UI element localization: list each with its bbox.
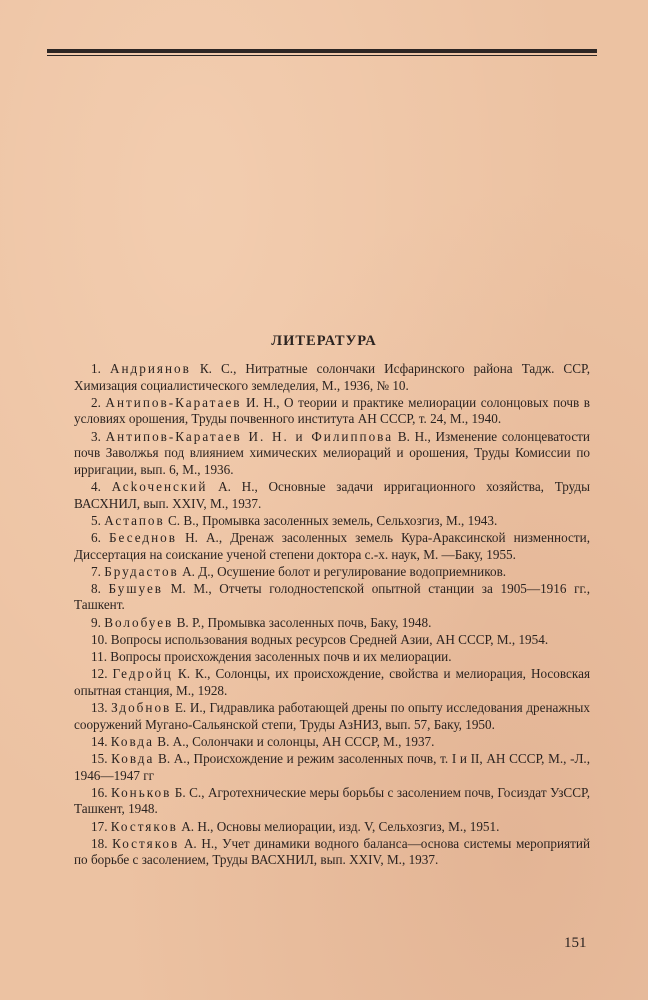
reference-number: 5. xyxy=(91,512,101,528)
reference-entry xyxy=(74,513,590,530)
reference-author: Асkоченский xyxy=(111,478,208,494)
reference-details: В. А., Солончаки и солонцы, АН СССР, М., 1937. xyxy=(153,733,435,749)
reference-entry xyxy=(74,785,590,818)
section-heading: ЛИТЕРАТУРА xyxy=(271,333,377,349)
reference-author: Ковда xyxy=(110,733,154,749)
reference-details: А. Н., Основные задачи ирригационного хозяйства, Труды ВАСХНИЛ, вып. XXIV, М., 1937. xyxy=(74,478,590,511)
reference-author: Здобнов xyxy=(111,700,172,715)
reference-details: М. М., Отчеты голодностепской опытной станции за 1905—1916 гг., Ташкент. xyxy=(74,580,590,613)
reference-entry xyxy=(74,649,590,666)
reference-details: С. В., Промывка засоленных земель, Сельхозгиз, М., 1943. xyxy=(164,512,498,528)
page-number: 151 xyxy=(564,935,587,951)
reference-author: Костяков xyxy=(110,818,178,834)
reference-author: Антипов-Каратаев xyxy=(105,394,242,410)
header-rule-thick xyxy=(47,49,597,53)
reference-details: В. А., Происхождение и режим засоленных почв, т. I и II, АН СССР, М., -Л., 1946—1947 гг xyxy=(74,750,591,783)
reference-author: Бушуев xyxy=(108,580,164,596)
reference-details: К. К., Солонцы, их происхождение, свойства и мелиорация, Носовская опытная станция, М., 1928. xyxy=(74,666,591,698)
reference-author: Астапов xyxy=(104,512,165,528)
reference-entry xyxy=(74,581,590,614)
reference-number: 13. xyxy=(91,700,108,715)
reference-number: 11. xyxy=(91,649,107,665)
reference-author: Брудастов xyxy=(104,563,179,579)
header-rule-thin xyxy=(47,55,597,56)
reference-details: В. Р., Промывка засоленных почв, Баку, 1948. xyxy=(173,614,432,630)
reference-entry xyxy=(74,666,590,699)
reference-details: Б. С., Агротехнические меры борьбы с засолением почв, Госиздат УзССР, Ташкент, 1948. xyxy=(74,784,591,817)
reference-number: 1. xyxy=(91,361,101,376)
reference-number: 14. xyxy=(91,733,108,749)
reference-details: Вопросы использования водных ресурсов Средней Азии, АН СССР, М., 1954. xyxy=(110,631,549,647)
reference-details: И. Н., О теории и практике мелиорации солонцовых почв в условиях орошения, Труды почвенного института АН СССР, т. 24, М., 1940. xyxy=(74,394,590,427)
reference-number: 16. xyxy=(91,784,108,800)
reference-list xyxy=(74,361,590,870)
reference-entry xyxy=(74,361,590,394)
reference-number: 7. xyxy=(91,563,101,579)
reference-author: Ковда xyxy=(111,750,155,766)
reference-entry xyxy=(74,429,590,479)
reference-entry xyxy=(74,395,590,428)
reference-number: 8. xyxy=(91,580,101,596)
reference-author: Волобуев xyxy=(104,614,174,630)
reference-author: Антипов-Каратаев И. Н. и Филиппова xyxy=(105,428,394,444)
reference-number: 6. xyxy=(91,529,101,545)
reference-details: А. Д., Осушение болот и регулирование водоприемников. xyxy=(178,563,507,579)
reference-entry xyxy=(74,836,590,869)
reference-details: К. С., Нитратные солончаки Исфаринского района Тадж. ССР, Химизация социалистического земледелия, М., 1936, № 10. xyxy=(74,361,590,393)
reference-number: 9. xyxy=(91,614,101,630)
reference-number: 17. xyxy=(91,818,108,834)
reference-author: Беседнов xyxy=(108,529,178,545)
reference-author: Гедройц xyxy=(112,666,173,682)
reference-details: Н. А., Дренаж засоленных земель Кура-Араксинской низменности, Диссертация на соискание ученой степени доктора с.-х. наук, М. —Баку, 1955. xyxy=(74,529,590,562)
reference-author: Андриянов xyxy=(109,361,191,376)
reference-entry xyxy=(74,700,590,733)
reference-entry xyxy=(74,479,590,512)
reference-details: А. Н., Учет динамики водного баланса—основа системы мероприятий по борьбе с засолением, Труды ВАСХНИЛ, вып. XXIV, М., 1937. xyxy=(74,835,590,868)
reference-author: Костяков xyxy=(112,835,180,851)
reference-entry xyxy=(74,751,590,784)
reference-details: Е. И., Гидравлика работающей дрены по опыту исследования дренажных сооружений Мугано-Сальянской степи, Труды АзНИЗ, вып. 57, Баку, 1950. xyxy=(74,700,591,732)
reference-entry xyxy=(74,632,590,649)
reference-number: 10. xyxy=(91,631,108,647)
reference-number: 18. xyxy=(91,835,108,851)
reference-entry xyxy=(74,615,590,632)
reference-entry xyxy=(74,734,590,751)
reference-number: 3. xyxy=(91,428,101,444)
reference-details: Вопросы происхождения засоленных почв и их мелиорации. xyxy=(110,649,452,665)
reference-author: Коньков xyxy=(110,784,172,800)
reference-entry xyxy=(74,530,590,563)
reference-number: 4. xyxy=(91,478,101,494)
reference-number: 2. xyxy=(91,394,101,410)
reference-entry xyxy=(74,564,590,581)
reference-entry xyxy=(74,819,590,836)
reference-number: 15. xyxy=(91,750,108,766)
reference-number: 12. xyxy=(91,666,108,682)
reference-details: А. Н., Основы мелиорации, изд. V, Сельхозгиз, М., 1951. xyxy=(177,818,500,834)
reference-details: В. Н., Изменение солонцеватости почв Заволжья под влиянием химических мелиораций и орошения, Труды Комиссии по ирригации, вып. 6, М., 1936. xyxy=(74,428,590,477)
